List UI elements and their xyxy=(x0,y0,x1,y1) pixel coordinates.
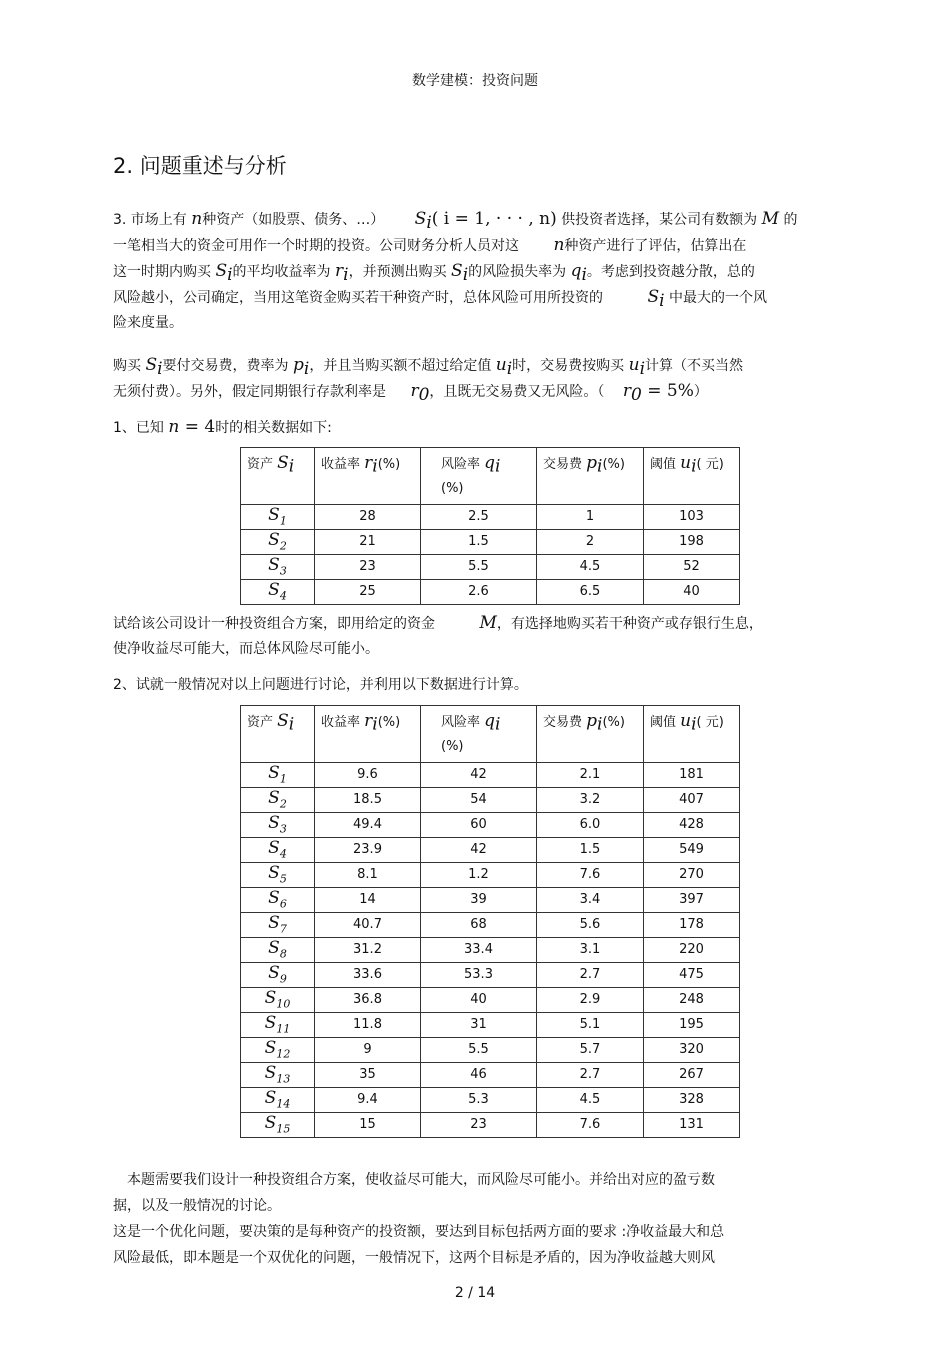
risk-cell: 5.5 xyxy=(421,554,537,579)
risk-cell: 1.5 xyxy=(421,529,537,554)
asset-cell: $S_8$ xyxy=(241,937,315,962)
asset-cell: $S_{10}$ xyxy=(241,987,315,1012)
return-cell: 15 xyxy=(315,1112,421,1137)
risk-cell: 60 xyxy=(421,812,537,837)
threshold-cell: 198 xyxy=(644,529,740,554)
risk-cell: 68 xyxy=(421,912,537,937)
fee-cell: 2.1 xyxy=(537,762,644,787)
return-cell: 40.7 xyxy=(315,912,421,937)
col-fee: 交易费 $p_i(\%)$ xyxy=(537,706,644,763)
risk-cell: 42 xyxy=(421,762,537,787)
fee-cell: 2.7 xyxy=(537,1062,644,1087)
fee-cell: 2.9 xyxy=(537,987,644,1012)
fee-cell: 1.5 xyxy=(537,837,644,862)
table-row xyxy=(241,937,740,962)
paragraph-4-line-3: 这是一个优化问题，要决策的是每种资产的投资额，要达到目标包括两方面的要求 :净收益最大和总 xyxy=(113,1224,725,1240)
risk-cell: 40 xyxy=(421,987,537,1012)
table-row xyxy=(241,1037,740,1062)
return-cell: 31.2 xyxy=(315,937,421,962)
risk-cell: 23 xyxy=(421,1112,537,1137)
asset-cell: $S_7$ xyxy=(241,912,315,937)
asset-cell: $S_{15}$ xyxy=(241,1112,315,1137)
risk-cell: 39 xyxy=(421,887,537,912)
table-row xyxy=(241,762,740,787)
threshold-cell: 320 xyxy=(644,1037,740,1062)
table-row xyxy=(241,1062,740,1087)
return-cell: 9 xyxy=(315,1037,421,1062)
table-row xyxy=(241,912,740,937)
fee-cell: 3.2 xyxy=(537,787,644,812)
fee-cell: 6.0 xyxy=(537,812,644,837)
table-row xyxy=(241,787,740,812)
return-cell: 28 xyxy=(315,504,421,529)
paragraph-3-line-1: 试给该公司设计一种投资组合方案，即用给定的资金 M，有选择地购买若干种资产或存银行生息， xyxy=(113,613,763,633)
table-1 xyxy=(240,447,740,605)
table-row xyxy=(241,962,740,987)
col-risk: 风险率 $q_i$ (%) xyxy=(421,706,537,763)
col-asset: 资产 $S_i$ xyxy=(241,448,315,505)
risk-cell: 1.2 xyxy=(421,862,537,887)
table-header-row xyxy=(241,448,740,505)
paragraph-3-line-2: 使净收益尽可能大，而总体风险尽可能小。 xyxy=(113,641,379,657)
threshold-cell: 328 xyxy=(644,1087,740,1112)
fee-cell: 1 xyxy=(537,504,644,529)
page-header: 数学建模：投资问题 xyxy=(412,73,538,89)
asset-cell: $S_1$ xyxy=(241,762,315,787)
threshold-cell: 270 xyxy=(644,862,740,887)
table-row xyxy=(241,504,740,529)
fee-cell: 7.6 xyxy=(537,1112,644,1137)
col-return: 收益率 $r_i(\%)$ xyxy=(315,448,421,505)
asset-cell: $S_3$ xyxy=(241,554,315,579)
threshold-cell: 428 xyxy=(644,812,740,837)
asset-cell: $S_3$ xyxy=(241,812,315,837)
col-asset: 资产 $S_i$ xyxy=(241,706,315,763)
table-row xyxy=(241,837,740,862)
asset-cell: $S_{11}$ xyxy=(241,1012,315,1037)
paragraph-1-line-4: 风险越小，公司确定，当用这笔资金购买若干种资产时，总体风险可用所投资的 $S_i$ 中最大的一个风 xyxy=(113,287,767,311)
table-row xyxy=(241,1012,740,1037)
return-cell: 11.8 xyxy=(315,1012,421,1037)
table-row xyxy=(241,579,740,604)
table-2 xyxy=(240,705,740,1138)
threshold-cell: 178 xyxy=(644,912,740,937)
return-cell: 25 xyxy=(315,579,421,604)
threshold-cell: 267 xyxy=(644,1062,740,1087)
page-number: 2 / 14 xyxy=(454,1285,496,1301)
fee-cell: 6.5 xyxy=(537,579,644,604)
risk-cell: 5.3 xyxy=(421,1087,537,1112)
fee-cell: 5.1 xyxy=(537,1012,644,1037)
return-cell: 14 xyxy=(315,887,421,912)
return-cell: 21 xyxy=(315,529,421,554)
return-cell: 36.8 xyxy=(315,987,421,1012)
return-cell: 9.4 xyxy=(315,1087,421,1112)
risk-cell: 53.3 xyxy=(421,962,537,987)
paragraph-1-line-1: 3. 市场上有 n种资产（如股票、债务、…） $S_i$( i = 1, · · · , n) 供投资者选择，某公司有数额为 M 的 xyxy=(113,209,798,233)
paragraph-4-line-1: 本题需要我们设计一种投资组合方案，使收益尽可能大，而风险尽可能小。并给出对应的盈亏数 xyxy=(127,1172,715,1188)
paragraph-1-line-5: 险来度量。 xyxy=(113,315,183,331)
asset-cell: $S_4$ xyxy=(241,579,315,604)
asset-cell: $S_4$ xyxy=(241,837,315,862)
return-cell: 33.6 xyxy=(315,962,421,987)
threshold-cell: 40 xyxy=(644,579,740,604)
table-row xyxy=(241,1112,740,1137)
asset-cell: $S_2$ xyxy=(241,787,315,812)
table-row xyxy=(241,1087,740,1112)
risk-cell: 42 xyxy=(421,837,537,862)
fee-cell: 7.6 xyxy=(537,862,644,887)
asset-cell: $S_{12}$ xyxy=(241,1037,315,1062)
question-2: 2、试就一般情况对以上问题进行讨论，并利用以下数据进行计算。 xyxy=(113,677,528,693)
section-title: 2. 问题重述与分析 xyxy=(113,154,287,178)
fee-cell: 4.5 xyxy=(537,554,644,579)
threshold-cell: 475 xyxy=(644,962,740,987)
fee-cell: 3.4 xyxy=(537,887,644,912)
paragraph-4-line-4: 风险最低，即本题是一个双优化的问题，一般情况下，这两个目标是矛盾的，因为净收益越大则风 xyxy=(113,1250,715,1266)
fee-cell: 3.1 xyxy=(537,937,644,962)
risk-cell: 31 xyxy=(421,1012,537,1037)
table-row xyxy=(241,529,740,554)
return-cell: 8.1 xyxy=(315,862,421,887)
threshold-cell: 549 xyxy=(644,837,740,862)
asset-cell: $S_{13}$ xyxy=(241,1062,315,1087)
paragraph-4-line-2: 据，以及一般情况的讨论。 xyxy=(113,1198,281,1214)
threshold-cell: 195 xyxy=(644,1012,740,1037)
table-header-row xyxy=(241,706,740,763)
asset-cell: $S_{14}$ xyxy=(241,1087,315,1112)
return-cell: 9.6 xyxy=(315,762,421,787)
paragraph-1-line-2: 一笔相当大的资金可用作一个时期的投资。公司财务分析人员对这 n种资产进行了评估，估算出在 xyxy=(113,235,747,255)
threshold-cell: 52 xyxy=(644,554,740,579)
col-threshold: 阈值 $u_i$( 元) xyxy=(644,706,740,763)
risk-cell: 46 xyxy=(421,1062,537,1087)
threshold-cell: 397 xyxy=(644,887,740,912)
fee-cell: 4.5 xyxy=(537,1087,644,1112)
asset-cell: $S_6$ xyxy=(241,887,315,912)
risk-cell: 2.6 xyxy=(421,579,537,604)
col-threshold: 阈值 $u_i$( 元) xyxy=(644,448,740,505)
asset-cell: $S_9$ xyxy=(241,962,315,987)
return-cell: 18.5 xyxy=(315,787,421,812)
paragraph-1-line-3: 这一时期内购买 $S_i$的平均收益率为 $r_i$，并预测出购买 $S_i$的风险损失率为 $q_i$。考虑到投资越分散，总的 xyxy=(113,261,755,285)
table-row xyxy=(241,554,740,579)
asset-cell: $S_1$ xyxy=(241,504,315,529)
risk-cell: 5.5 xyxy=(421,1037,537,1062)
fee-cell: 5.7 xyxy=(537,1037,644,1062)
question-1: 1、已知 n = 4时的相关数据如下: xyxy=(113,417,332,437)
table-row xyxy=(241,987,740,1012)
threshold-cell: 181 xyxy=(644,762,740,787)
fee-cell: 5.6 xyxy=(537,912,644,937)
col-return: 收益率 $r_i(\%)$ xyxy=(315,706,421,763)
threshold-cell: 407 xyxy=(644,787,740,812)
return-cell: 23.9 xyxy=(315,837,421,862)
threshold-cell: 103 xyxy=(644,504,740,529)
risk-cell: 2.5 xyxy=(421,504,537,529)
col-fee: 交易费 $p_i(\%)$ xyxy=(537,448,644,505)
table-row xyxy=(241,862,740,887)
table-row xyxy=(241,887,740,912)
return-cell: 23 xyxy=(315,554,421,579)
table-row xyxy=(241,812,740,837)
fee-cell: 2 xyxy=(537,529,644,554)
fee-cell: 2.7 xyxy=(537,962,644,987)
threshold-cell: 131 xyxy=(644,1112,740,1137)
paragraph-2-line-2: 无须付费）。另外，假定同期银行存款利率是 $r_0$，且既无交易费又无风险。（ $r_0 = 5\%$） xyxy=(113,381,708,405)
threshold-cell: 248 xyxy=(644,987,740,1012)
asset-cell: $S_5$ xyxy=(241,862,315,887)
paragraph-2-line-1: 购买 $S_i$要付交易费，费率为 $p_i$，并且当购买额不超过给定值 $u_i$时，交易费按购买 $u_i$计算（不买当然 xyxy=(113,355,744,379)
threshold-cell: 220 xyxy=(644,937,740,962)
return-cell: 35 xyxy=(315,1062,421,1087)
asset-cell: $S_2$ xyxy=(241,529,315,554)
risk-cell: 54 xyxy=(421,787,537,812)
risk-cell: 33.4 xyxy=(421,937,537,962)
return-cell: 49.4 xyxy=(315,812,421,837)
col-risk: 风险率 $q_i$ (%) xyxy=(421,448,537,505)
